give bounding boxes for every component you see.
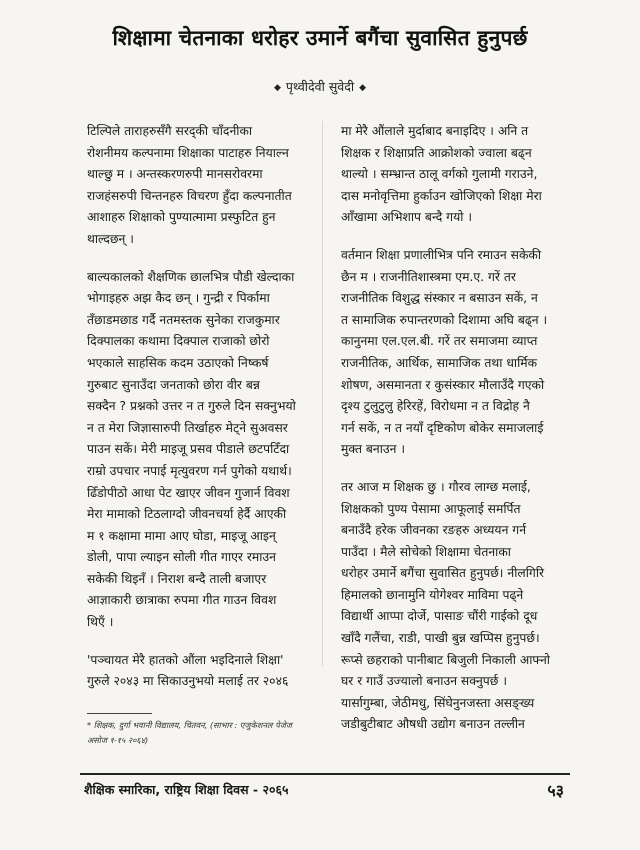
page-number: ५३ bbox=[547, 781, 564, 800]
text-line: ढिँडोपीठो आधा पेट खाएर जीवन गुजार्न विवश bbox=[87, 485, 290, 500]
text-line: दिक्पालका कथामा दिक्पाल राजाको छोरो bbox=[87, 334, 270, 349]
text-line: हिमालको छानामुनि योगेश्वर माविमा पढ्ने bbox=[341, 587, 524, 602]
text-line: टिल्पिले ताराहरुसँगै सरद्की चाँदनीका bbox=[87, 124, 253, 138]
paragraph-3 bbox=[87, 650, 327, 693]
paragraph-1 bbox=[87, 121, 327, 251]
text-line: कानुनमा एल.एल.बी. गरें तर समाजमा व्याप्त bbox=[341, 334, 538, 349]
text-line: आँखामा अभिशाप बन्दै गयो । bbox=[341, 210, 472, 225]
right-column bbox=[341, 121, 581, 736]
paragraph-2 bbox=[87, 267, 327, 634]
text-line: थाल्दछन् । bbox=[87, 231, 134, 246]
text-line: भएकाले साहसिक कदम उठाएको निष्कर्ष bbox=[87, 355, 269, 370]
text-line: पाउन सकें। मेरी माइजू प्रसव पीडाले छटपटिँदा bbox=[87, 442, 290, 457]
diamond-ornament-icon: ◆ bbox=[359, 83, 367, 93]
text-line: तर आज म शिक्षक छु । गौरव लाग्छ मलाई, bbox=[341, 479, 531, 494]
text-line: गर्न सकें, न त नयाँ दृष्टिकोण बोकेर समाजलाई bbox=[341, 420, 544, 435]
text-line: थिएँ । bbox=[87, 615, 114, 630]
footnote-line: * शिक्षक, दुर्गा भवानी विद्यालय, चितवन, (साभार : एजुकेशनल पेजेज bbox=[87, 720, 292, 730]
text-line: त सामाजिक रुपान्तरणको दिशामा अघि बढ्न । bbox=[341, 312, 548, 327]
text-line: राम्रो उपचार नपाई मृत्युवरण गर्न पुगेको यथार्थ। bbox=[87, 463, 292, 478]
text-line: बनाउँदै हरेक जीवनका रङहरु अध्ययन गर्न bbox=[341, 523, 527, 538]
text-line: शोषण, असमानता र कुसंस्कार मौलाउँदै गएको bbox=[341, 377, 545, 392]
text-line: पाउँदा । मैले सोचेको शिक्षामा चेतनाका bbox=[341, 544, 511, 559]
article-title: शिक्षामा चेतनाका धरोहर उमार्ने बगैंचा सुवासित हुनुपर्छ bbox=[112, 26, 528, 50]
footnote-line: असोज १-१५ २०६४) bbox=[87, 735, 149, 745]
text-line: मुक्त बनाउन । bbox=[341, 442, 406, 457]
text-line: सकेकी थिइनँ । निराश बन्दै ताली बजाएर bbox=[87, 571, 267, 586]
running-footer bbox=[80, 773, 570, 801]
text-line: छैन म । राजनीतिशास्त्रमा एम.ए. गरें तर bbox=[341, 269, 516, 284]
text-line: मेरा मामाको टिठलाग्दो जीवनचर्या हेर्दै आएकी bbox=[87, 507, 287, 522]
text-line: शिक्षक र शिक्षाप्रति आक्रोशको ज्वाला बढ्न bbox=[341, 145, 532, 160]
author-footnote bbox=[87, 718, 327, 748]
text-line: यार्सागुम्बा, जेठीमधु, सिंघेनुनजस्ता असङ्ख्य bbox=[341, 695, 535, 710]
text-line: रूप्से छहराको पानीबाट बिजुली निकाली आफ्नो bbox=[341, 652, 550, 667]
paragraph-1 bbox=[341, 121, 581, 229]
text-line: दृश्य टुलुटुलु हेरिरहें, विरोधमा न त विद्रोह नै bbox=[341, 399, 530, 414]
author-name: पृथ्वीदेवी सुवेदी bbox=[285, 79, 355, 94]
text-line: दास मनोवृत्तिमा हुर्काउन खोजिएको शिक्षा मेरा bbox=[341, 188, 542, 203]
text-line: विद्यार्थी आप्पा दोर्जे, पासाङ चौंरी गाईको दूध bbox=[341, 609, 538, 624]
text-line: धरोहर उमार्ने बगैंचा सुवासित हुनुपर्छ। नीलगिरि bbox=[341, 566, 545, 581]
text-line: थाल्यो । सम्भ्रान्त ठालू वर्गको गुलामी गराउने, bbox=[341, 167, 538, 182]
text-line: रोशनीमय कल्पनामा शिक्षाका पाटाहरु नियाल्न bbox=[87, 145, 289, 160]
text-line: न त मेरा जिज्ञासारुपी तिर्खाहरु मेट्ने सुअवसर bbox=[87, 420, 288, 435]
text-line: खाँदै गलैंचा, राडी, पाखी बुन्न खप्पिस हुनुपर्छ। bbox=[341, 631, 540, 646]
text-line: गुरुबाट सुनाउँदा जनताको छोरा वीर बन्न bbox=[87, 377, 260, 392]
text-line: वर्तमान शिक्षा प्रणालीभित्र पनि रमाउन सकेकी bbox=[341, 247, 542, 262]
text-line: आशाहरु शिक्षाको पुण्यात्मामा प्रस्फुटित हुन bbox=[87, 210, 276, 225]
text-line: जडीबुटीबाट औषधी उद्योग बनाउन तल्लीन bbox=[341, 717, 525, 732]
text-line: राजहंसरुपी चिन्तनहरु विचरण हुँदा कल्पनातीत bbox=[87, 188, 292, 203]
text-line: राजनीतिक, आर्थिक, सामाजिक तथा धार्मिक bbox=[341, 355, 538, 370]
diamond-ornament-icon: ◆ bbox=[273, 83, 281, 93]
left-column bbox=[87, 121, 327, 693]
text-line: आज्ञाकारी छात्राका रुपमा गीत गाउन विवश bbox=[87, 593, 277, 608]
column-divider bbox=[322, 121, 323, 666]
text-line: थाल्छु म । अन्तस्करणरुपी मानसरोवरमा bbox=[87, 167, 263, 182]
text-line: डोली, पापा ल्याइन सोली गीत गाएर रमाउन bbox=[87, 550, 276, 565]
text-line: भोगाइहरु अझ कैद छन् । गुन्द्री र पिर्कामा bbox=[87, 291, 270, 306]
footnote-rule bbox=[87, 713, 152, 714]
paragraph-3 bbox=[341, 477, 581, 736]
text-line: घर र गाउँ उज्यालो बनाउन सक्नुपर्छ । bbox=[341, 674, 507, 689]
text-line: तँछाडमछाड गर्दै नतमस्तक सुनेका राजकुमार bbox=[87, 312, 280, 327]
text-line: बाल्यकालको शैक्षणिक छालभित्र पौडी खेल्दाका bbox=[87, 269, 295, 284]
text-line: शिक्षकको पुण्य पेसामा आफूलाई समर्पित bbox=[341, 501, 521, 516]
text-line: मा मेरै औंलाले मुर्दाबाद बनाइदिए । अनि त bbox=[341, 124, 529, 138]
text-line: राजनीतिक विशुद्ध संस्कार न बसाउन सकें, न bbox=[341, 291, 538, 306]
paragraph-2 bbox=[341, 245, 581, 461]
text-line: म १ कक्षामा मामा आए घोडा, माइजू आइन् bbox=[87, 528, 276, 543]
text-line: गुरुले २०४३ मा सिकाउनुभयो मलाई तर २०४६ bbox=[87, 674, 289, 689]
text-line: 'पञ्चायत मेरै हातको औंला भइदिनाले शिक्षा' bbox=[87, 652, 284, 667]
text-line: सक्दैन ? प्रश्नको उत्तर न त गुरुले दिन सक्नुभयो bbox=[87, 399, 296, 414]
author-byline bbox=[0, 78, 640, 95]
journal-name: शैक्षिक स्मारिका, राष्ट्रिय शिक्षा दिवस - २०६५ bbox=[84, 782, 289, 797]
